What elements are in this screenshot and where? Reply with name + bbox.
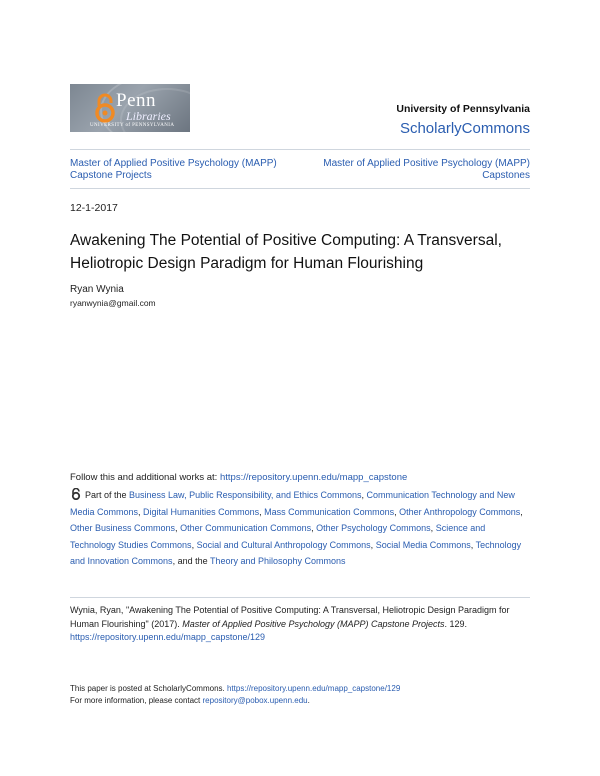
- commons-link[interactable]: Other Anthropology Commons: [399, 506, 521, 517]
- citation-divider: [70, 597, 530, 598]
- author-name: Ryan Wynia: [70, 284, 124, 295]
- contact-line: [70, 696, 310, 705]
- and-the-text: , and the: [172, 556, 210, 566]
- citation-journal: Master of Applied Positive Psychology (MAPP) Capstone Projects: [182, 618, 445, 629]
- commons-link[interactable]: Mass Communication Commons: [264, 506, 395, 517]
- open-access-lock-icon: [94, 93, 116, 123]
- citation-suffix: . 129.: [444, 618, 468, 629]
- posted-line: [70, 684, 400, 693]
- commons-link[interactable]: Business Law, Public Responsibility, and Ethics Commons: [129, 490, 362, 500]
- follow-url-link[interactable]: https://repository.upenn.edu/mapp_capstone: [219, 472, 408, 483]
- penn-libraries-logo[interactable]: [70, 84, 190, 132]
- contact-email-link[interactable]: repository@pobox.upenn.edu: [202, 696, 308, 705]
- logo-subtitle: Libraries: [126, 109, 171, 123]
- contact-end: .: [307, 696, 310, 705]
- logo-tagline: UNIVERSITY of PENNSYLVANIA: [90, 123, 175, 128]
- follow-label: Follow this and additional works at:: [70, 472, 220, 483]
- publication-date: 12-1-2017: [70, 202, 118, 214]
- commons-link[interactable]: Technology and Innovation Commons: [70, 539, 522, 566]
- posted-label: This paper is posted at ScholarlyCommons.: [70, 684, 227, 693]
- commons-link[interactable]: Theory and Philosophy Commons: [209, 556, 346, 566]
- author-email: ryanwynia@gmail.com: [70, 298, 156, 308]
- header-divider: [70, 149, 530, 150]
- recommended-citation: [70, 604, 535, 645]
- posted-url-link[interactable]: https://repository.upenn.edu/mapp_capstone/129: [226, 684, 401, 693]
- part-of-prefix: Part of the: [85, 490, 130, 500]
- commons-link[interactable]: Other Communication Commons: [180, 523, 312, 533]
- open-access-icon: [70, 488, 82, 500]
- commons-link[interactable]: Digital Humanities Commons: [143, 506, 260, 517]
- collection-link-capstones[interactable]: Master of Applied Positive Psychology (MAPP) Capstones: [323, 158, 530, 181]
- commons-link[interactable]: Other Psychology Commons: [316, 523, 431, 533]
- logo-title: Penn: [116, 90, 156, 111]
- university-name: University of Pennsylvania: [396, 103, 530, 115]
- collection-link-projects[interactable]: Master of Applied Positive Psychology (MAPP) Capstone Projects: [70, 158, 277, 181]
- collections-divider: [70, 188, 530, 189]
- commons-link[interactable]: Social and Cultural Anthropology Commons: [196, 539, 371, 550]
- contact-label: For more information, please contact: [70, 696, 203, 705]
- commons-link[interactable]: Communication Technology and New Media Commons: [70, 490, 515, 517]
- paper-title: Awakening The Potential of Positive Computing: A Transversal, Heliotropic Design Paradigm for Human Flourishing: [70, 232, 502, 272]
- commons-link[interactable]: Social Media Commons: [375, 539, 471, 550]
- citation-text: Wynia, Ryan, "Awakening The Potential of Positive Computing: A Transversal, Heliotropic Design Paradigm for Human Flourishing" (2017).: [70, 605, 510, 629]
- follow-line: [70, 472, 407, 483]
- scholarlycommons-link[interactable]: ScholarlyCommons: [399, 120, 530, 137]
- citation-url-link[interactable]: https://repository.upenn.edu/mapp_capstone/129: [70, 632, 265, 642]
- part-of-commons: Part of the Business Law, Public Responsibility, and Ethics Commons, Communication Technology and New Media Commons, Digital Humanities Commons, Mass Communication Commons, Other Anthropology Commons, Other Business Commons, Other Communication Commons, Other Psychology Commons, Science and Technology Studies Commons, Social and Cultural Anthropology Commons, Social Media Commons, Technology and Innovation Commons, and the Theory and Philosophy Commons: [70, 490, 523, 566]
- commons-link[interactable]: Other Business Commons: [70, 523, 176, 533]
- commons-link[interactable]: Science and Technology Studies Commons: [70, 523, 486, 550]
